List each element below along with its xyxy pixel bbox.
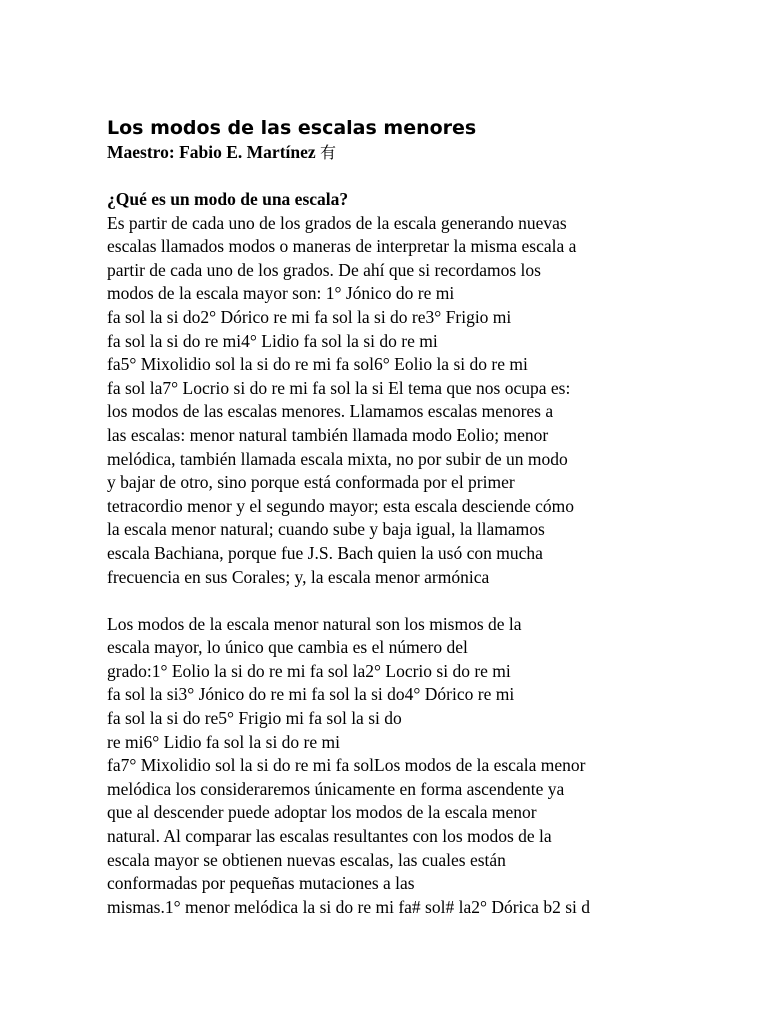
- text-line: tetracordio menor y el segundo mayor; esta escala desciende cómo: [107, 495, 574, 516]
- text-line: los modos de las escalas menores. Llamamos escalas menores a: [107, 401, 554, 422]
- text-line: Es partir de cada uno de los grados de la escala generando nuevas: [107, 212, 567, 233]
- text-line: melódica, también llamada escala mixta, no por subir de un modo: [107, 448, 568, 469]
- text-line: fa sol la si do re mi4° Lidio fa sol la si do re mi: [107, 330, 438, 351]
- text-line: mismas.1° menor melódica la si do re mi fa# sol# la2° Dórica b2 si d: [107, 896, 590, 917]
- text-line: fa sol la si do2° Dórico re mi fa sol la si do re3° Frigio mi: [107, 306, 512, 327]
- text-line: fa sol la si3° Jónico do re mi fa sol la si do4° Dórico re mi: [107, 684, 515, 705]
- text-line: natural. Al comparar las escalas resultantes con los modos de la: [107, 826, 552, 847]
- text-line: que al descender puede adoptar los modos de la escala menor: [107, 802, 537, 823]
- text-line: frecuencia en sus Corales; y, la escala menor armónica: [107, 566, 490, 587]
- text-line: modos de la escala mayor son: 1° Jónico do re mi: [107, 283, 455, 304]
- text-line: y bajar de otro, sino porque está conformada por el primer: [107, 472, 515, 493]
- text-line: fa sol la si do re5° Frigio mi fa sol la si do: [107, 708, 402, 729]
- paragraph-2: [107, 613, 747, 920]
- document-page: [107, 116, 747, 919]
- text-line: partir de cada uno de los grados. De ahí que si recordamos los: [107, 259, 541, 280]
- text-line: escala Bachiana, porque fue J.S. Bach quien la usó con mucha: [107, 542, 543, 563]
- text-line: re mi6° Lidio fa sol la si do re mi: [107, 731, 340, 752]
- text-line: escala mayor se obtienen nuevas escalas, las cuales están: [107, 849, 506, 870]
- text-line: fa5° Mixolidio sol la si do re mi fa sol6° Eolio la si do re mi: [107, 354, 528, 375]
- text-line: grado:1° Eolio la si do re mi fa sol la2° Locrio si do re mi: [107, 660, 511, 681]
- text-line: escalas llamados modos o maneras de interpretar la misma escala a: [107, 236, 577, 257]
- question-heading: ¿Qué es un modo de una escala?: [107, 189, 349, 209]
- text-line: escala mayor, lo único que cambia es el número del: [107, 637, 468, 658]
- text-line: las escalas: menor natural también llamada modo Eolio; menor: [107, 424, 549, 445]
- text-line: melódica los consideraremos únicamente en forma ascendente ya: [107, 778, 565, 799]
- author-name: Maestro: Fabio E. Martínez: [107, 142, 316, 162]
- author-line: [107, 140, 747, 165]
- text-line: la escala menor natural; cuando sube y baja igual, la llamamos: [107, 519, 545, 540]
- text-line: fa7° Mixolidio sol la si do re mi fa solLos modos de la escala menor: [107, 755, 586, 776]
- document-title: Los modos de las escalas menores: [107, 117, 477, 139]
- text-line: conformadas por pequeñas mutaciones a las: [107, 873, 415, 894]
- text-line: fa sol la7° Locrio si do re mi fa sol la si El tema que nos ocupa es:: [107, 377, 571, 398]
- author-glyph: 有: [320, 143, 337, 162]
- text-line: Los modos de la escala menor natural son los mismos de la: [107, 613, 522, 634]
- paragraph-1: [107, 212, 747, 590]
